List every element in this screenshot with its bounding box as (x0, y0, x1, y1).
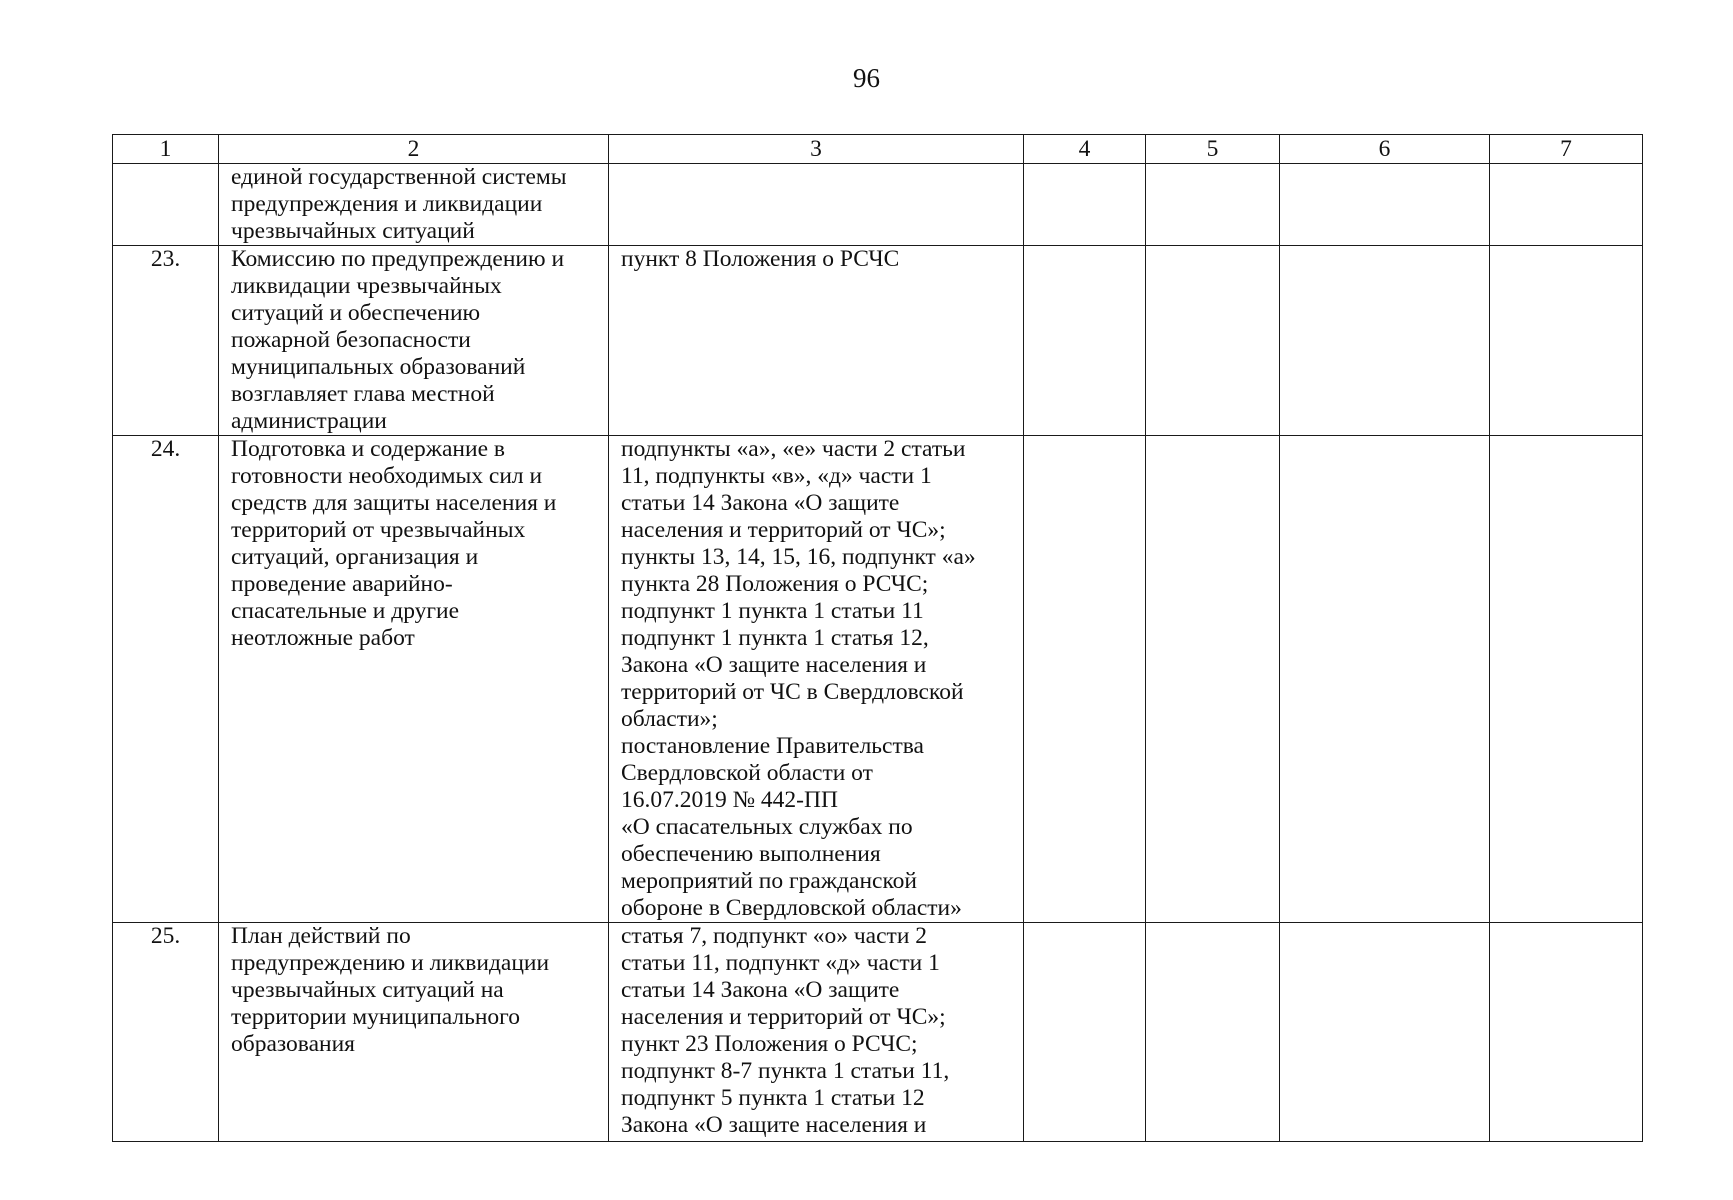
column-header-2: 2 (219, 135, 609, 164)
legal-basis-text: подпункты «а», «е» части 2 статьи 11, подпункты «в», «д» части 1 статьи 14 Закона «О защите населения и территорий от ЧС»; пункты 13, 14, 15, 16, подпункт «а» пункта 28 Положения о РСЧС; подпункт 1 пункта 1 статьи 11 подпункт 1 пункта 1 статья 12, Закона «О защите населения и территорий от ЧС в Свердловской области»; постановление Правительства Свердловской области от 16.07.2019 № 442-ПП «О спасательных службах по обеспечению выполнения мероприятий по гражданской обороне в Свердловской области» (609, 436, 1024, 923)
row-number (113, 164, 219, 246)
row-number: 25. (113, 923, 219, 1142)
requirements-table (112, 134, 1643, 1142)
cell-col6 (1280, 436, 1490, 923)
table-row (113, 923, 1643, 1142)
column-header-1: 1 (113, 135, 219, 164)
requirement-text: единой государственной системы предупреждения и ликвидации чрезвычайных ситуаций (219, 164, 609, 246)
cell-col5 (1146, 436, 1280, 923)
legal-basis-text (609, 164, 1024, 246)
cell-col6 (1280, 164, 1490, 246)
column-header-5: 5 (1146, 135, 1280, 164)
requirement-text: План действий по предупреждению и ликвидации чрезвычайных ситуаций на территории муниципального образования (219, 923, 609, 1142)
table-row (113, 246, 1643, 436)
page-number: 96 (853, 63, 880, 93)
cell-col5 (1146, 923, 1280, 1142)
cell-col6 (1280, 923, 1490, 1142)
legal-basis-text: статья 7, подпункт «о» части 2 статьи 11, подпункт «д» части 1 статьи 14 Закона «О защите населения и территорий от ЧС»; пункт 23 Положения о РСЧС; подпункт 8-7 пункта 1 статьи 11, подпункт 5 пункта 1 статьи 12 Закона «О защите населения и (609, 923, 1024, 1142)
cell-col4 (1024, 436, 1146, 923)
column-header-4: 4 (1024, 135, 1146, 164)
requirement-text: Подготовка и содержание в готовности необходимых сил и средств для защиты населения и территорий от чрезвычайных ситуаций, организация и проведение аварийно- спасательные и другие неотложные работ (219, 436, 609, 923)
cell-col7 (1490, 436, 1643, 923)
requirement-text: Комиссию по предупреждению и ликвидации чрезвычайных ситуаций и обеспечению пожарной безопасности муниципальных образований возглавляет глава местной администрации (219, 246, 609, 436)
cell-col5 (1146, 246, 1280, 436)
cell-col7 (1490, 923, 1643, 1142)
legal-basis-text: пункт 8 Положения о РСЧС (609, 246, 1024, 436)
table-row (113, 436, 1643, 923)
table-row (113, 164, 1643, 246)
cell-col6 (1280, 246, 1490, 436)
row-number: 23. (113, 246, 219, 436)
header-row (113, 135, 1643, 164)
column-header-3: 3 (609, 135, 1024, 164)
cell-col4 (1024, 246, 1146, 436)
cell-col5 (1146, 164, 1280, 246)
cell-col4 (1024, 164, 1146, 246)
column-header-7: 7 (1490, 135, 1643, 164)
cell-col7 (1490, 164, 1643, 246)
row-number: 24. (113, 436, 219, 923)
cell-col4 (1024, 923, 1146, 1142)
column-header-6: 6 (1280, 135, 1490, 164)
cell-col7 (1490, 246, 1643, 436)
